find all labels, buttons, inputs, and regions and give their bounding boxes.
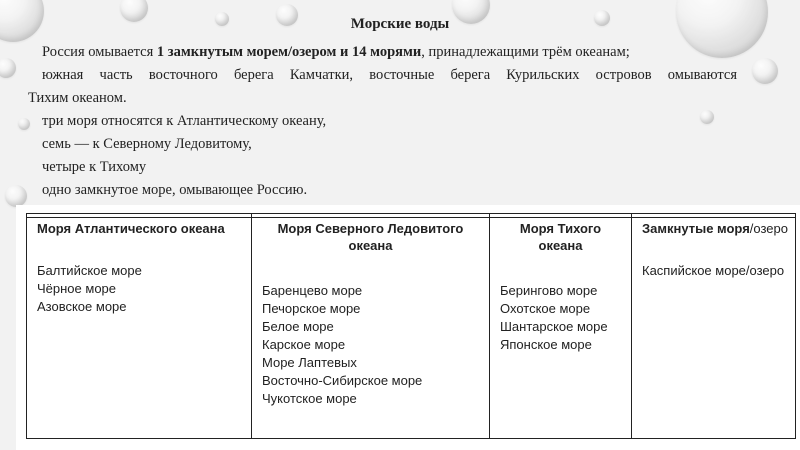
closed-seas-header-normal: /озеро: [749, 221, 788, 236]
list-item: Чукотское море: [262, 391, 357, 406]
list-item: Восточно-Сибирское море: [262, 373, 423, 388]
list-item: Каспийское море/озеро: [642, 263, 785, 278]
water-drop-decoration: [752, 58, 778, 84]
atlantic-line: три моря относятся к Атлантическому океану,: [42, 113, 327, 129]
list-item: Японское море: [500, 337, 592, 352]
closed-sea-line: одно замкнутое море, омывающее Россию.: [42, 182, 308, 198]
list-item: Берингово море: [500, 283, 598, 298]
atlantic-seas-list: [37, 262, 142, 316]
closed-seas-header: [632, 220, 795, 237]
list-item: Баренцево море: [262, 283, 363, 298]
list-item: Карское море: [262, 337, 346, 352]
atlantic-header-text: Моря Атлантического океана: [37, 221, 225, 236]
list-item: Море Лаптевых: [262, 355, 357, 370]
arctic-column: [252, 214, 489, 438]
water-drop-decoration: [18, 118, 30, 130]
atlantic-column: [27, 214, 251, 438]
water-drop-decoration: [700, 110, 714, 124]
arctic-header-line2: океана: [348, 238, 393, 253]
arctic-header-line1: Моря Северного Ледовитого: [277, 221, 464, 236]
list-item: Шантарское море: [500, 319, 608, 334]
closed-seas-column: [632, 214, 795, 438]
atlantic-header: [27, 220, 251, 237]
intro-prefix: Россия омывается: [42, 44, 157, 60]
list-item: Чёрное море: [37, 281, 117, 296]
arctic-header: [252, 220, 489, 254]
pacific-line: четыре к Тихому: [42, 159, 147, 175]
arctic-seas-list: [262, 282, 422, 408]
water-drop-decoration: [0, 58, 16, 78]
water-drop-decoration: [5, 185, 27, 207]
list-item: Охотское море: [500, 301, 591, 316]
list-item: Белое море: [262, 319, 334, 334]
pacific-seas-list: [500, 282, 608, 354]
pacific-header-line2: океана: [538, 238, 583, 253]
intro-paragraph: [42, 43, 630, 62]
seas-table: [26, 213, 796, 439]
page-title: Морские воды: [350, 16, 450, 32]
pacific-column: [490, 214, 631, 438]
list-item: Балтийское море: [37, 263, 142, 278]
list-item: Азовское море: [37, 299, 127, 314]
intro-bold: 1 замкнутым морем/озером и 14 морями: [156, 44, 422, 60]
list-item: Печорское море: [262, 301, 361, 316]
arctic-line: семь — к Северному Ледовитому,: [42, 136, 252, 152]
pacific-line-2: Тихим океаном.: [28, 90, 127, 106]
pacific-header: [490, 220, 631, 254]
pacific-header-line1: Моря Тихого: [519, 221, 602, 236]
closed-seas-list: [642, 262, 784, 280]
pacific-line-1: южная часть восточного берега Камчатки, восточные берега Курильских островов омываются: [42, 67, 737, 83]
seas-table-image: [16, 205, 800, 450]
intro-suffix: , принадлежащими трём океанам;: [421, 44, 630, 60]
closed-seas-header-bold: Замкнутые моря: [642, 221, 750, 236]
